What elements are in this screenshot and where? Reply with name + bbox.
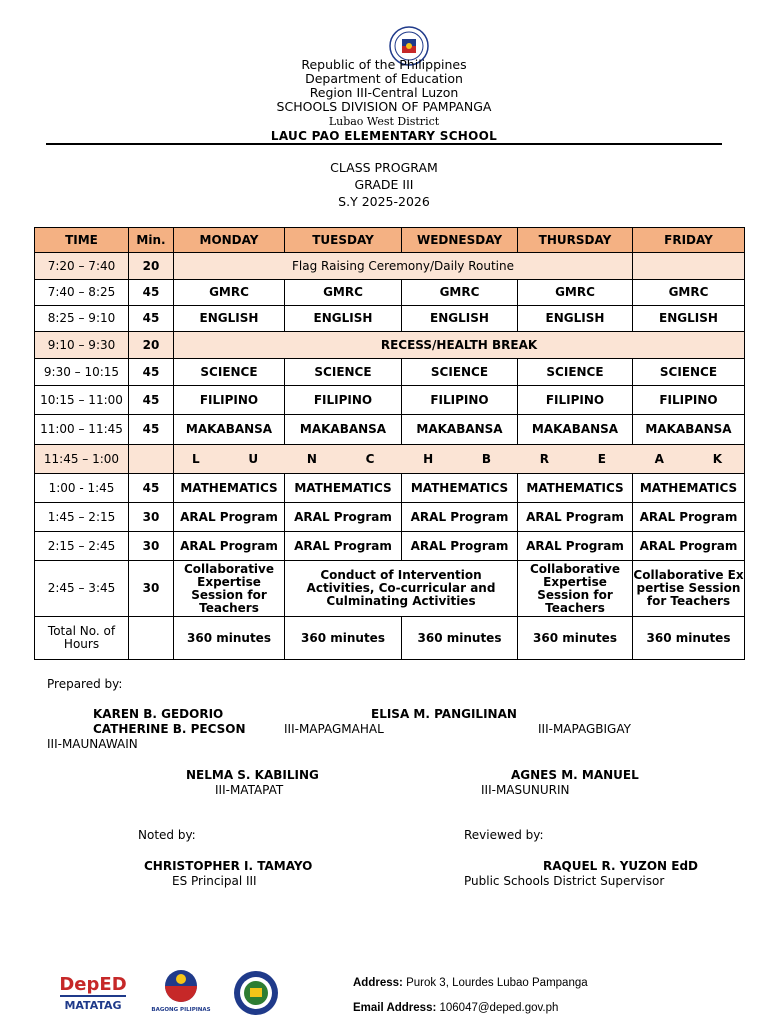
col-header-tuesday: TUESDAY	[285, 228, 402, 253]
subject-cell: FILIPINO	[518, 386, 633, 415]
section-label: III-MAPAGMAHAL	[284, 722, 384, 736]
minutes-cell: 30	[129, 561, 174, 617]
lunch-letter: K	[712, 451, 722, 466]
minutes-cell: 45	[129, 415, 174, 445]
section-label: III-MATAPAT	[215, 783, 284, 797]
minutes-cell	[129, 445, 174, 474]
minutes-cell: 30	[129, 532, 174, 561]
lunch-letter: A	[654, 451, 664, 466]
subject-cell: MATHEMATICS	[402, 474, 518, 503]
minutes-cell: 20	[129, 253, 174, 280]
time-cell: 10:15 – 11:00	[35, 386, 129, 415]
subject-cell: GMRC	[285, 280, 402, 306]
minutes-cell: 30	[129, 503, 174, 532]
logo-text: MATATAG	[64, 999, 122, 1012]
subject-cell: FILIPINO	[285, 386, 402, 415]
signatory-name: CATHERINE B. PECSON	[93, 722, 246, 736]
intervention-activities-cell: Conduct of Intervention Activities, Co-curricular and Culminating Activities	[285, 561, 518, 617]
col-header-min: Min.	[129, 228, 174, 253]
time-cell: 9:30 – 10:15	[35, 359, 129, 386]
header-divider	[46, 143, 722, 145]
email-line	[353, 1002, 558, 1014]
deped-matatag-logo-icon	[52, 968, 134, 1014]
subject-cell: MAKABANSA	[518, 415, 633, 445]
lunch-letter: B	[481, 451, 492, 466]
subject-cell: ARAL Program	[285, 532, 402, 561]
subject-cell: FILIPINO	[174, 386, 285, 415]
subject-cell: GMRC	[174, 280, 285, 306]
col-header-thursday: THURSDAY	[518, 228, 633, 253]
recess-cell: RECESS/HEALTH BREAK	[174, 332, 745, 359]
table-row	[35, 280, 745, 306]
subject-cell: SCIENCE	[633, 359, 745, 386]
time-cell: 8:25 – 9:10	[35, 306, 129, 332]
table-row	[35, 359, 745, 386]
table-row	[35, 445, 745, 474]
supervisor-name: RAQUEL R. YUZON EdD	[543, 859, 698, 873]
logo-text: DepED	[59, 974, 127, 995]
empty-cell	[633, 253, 745, 280]
minutes-cell: 45	[129, 474, 174, 503]
table-row	[35, 253, 745, 280]
total-minutes-cell: 360 minutes	[402, 617, 518, 660]
subject-cell: MATHEMATICS	[518, 474, 633, 503]
department-line: Department of Education	[305, 71, 463, 86]
time-cell: 2:15 – 2:45	[35, 532, 129, 561]
total-minutes-cell: 360 minutes	[285, 617, 402, 660]
subject-cell: ARAL Program	[174, 532, 285, 561]
time-cell: 9:10 – 9:30	[35, 332, 129, 359]
lunch-letter: E	[597, 451, 606, 466]
col-header-monday: MONDAY	[174, 228, 285, 253]
lunch-letter: N	[306, 451, 317, 466]
division-line: SCHOOLS DIVISION OF PAMPANGA	[276, 99, 492, 114]
subject-cell: ENGLISH	[285, 306, 402, 332]
subject-cell: SCIENCE	[518, 359, 633, 386]
section-label: III-MASUNURIN	[481, 783, 570, 797]
subject-cell: ARAL Program	[285, 503, 402, 532]
school-name: LAUC PAO ELEMENTARY SCHOOL	[270, 129, 498, 143]
bagong-pilipinas-logo-icon	[150, 966, 212, 1014]
reviewed-by-label: Reviewed by:	[464, 828, 544, 842]
subject-cell: ARAL Program	[518, 532, 633, 561]
signatory-name: ELISA M. PANGILINAN	[371, 707, 517, 721]
total-minutes-cell: 360 minutes	[633, 617, 745, 660]
address-line	[353, 977, 588, 989]
total-hours-label: Total No. of Hours	[35, 617, 129, 660]
table-row	[35, 332, 745, 359]
email-label: Email Address:	[353, 1002, 437, 1014]
subject-cell: ARAL Program	[402, 503, 518, 532]
subject-cell: FILIPINO	[402, 386, 518, 415]
subject-cell: ENGLISH	[174, 306, 285, 332]
collaborative-session-cell: Collaborative Expertise Session for Teachers	[633, 561, 745, 617]
subject-cell: ENGLISH	[518, 306, 633, 332]
table-row	[35, 561, 745, 617]
section-label: III-MAPAGBIGAY	[538, 722, 631, 736]
subject-cell: ENGLISH	[402, 306, 518, 332]
subject-cell: MATHEMATICS	[174, 474, 285, 503]
subject-cell: SCIENCE	[285, 359, 402, 386]
time-cell: 7:40 – 8:25	[35, 280, 129, 306]
collaborative-session-cell: Collaborative Expertise Session for Teachers	[174, 561, 285, 617]
table-row	[35, 474, 745, 503]
time-cell: 1:45 – 2:15	[35, 503, 129, 532]
flag-ceremony-cell: Flag Raising Ceremony/Daily Routine	[174, 253, 633, 280]
lunch-break-cell	[174, 445, 745, 474]
noted-by-label: Noted by:	[138, 828, 196, 842]
collaborative-session-cell: Collaborative Expertise Session for Teachers	[518, 561, 633, 617]
total-minutes-cell: 360 minutes	[174, 617, 285, 660]
address-label: Address:	[353, 977, 403, 989]
minutes-cell: 45	[129, 306, 174, 332]
minutes-cell	[129, 617, 174, 660]
time-cell: 7:20 – 7:40	[35, 253, 129, 280]
lunch-letter: H	[423, 451, 434, 466]
principal-title: ES Principal III	[172, 874, 257, 888]
lunch-letter: C	[365, 451, 375, 466]
signatory-name: AGNES M. MANUEL	[511, 768, 639, 782]
doc-title: CLASS PROGRAM	[330, 160, 438, 175]
region-line: Region III-Central Luzon	[309, 85, 459, 100]
minutes-cell: 20	[129, 332, 174, 359]
prepared-by-label: Prepared by:	[47, 677, 123, 691]
grade-line: GRADE III	[354, 177, 414, 192]
address-value: Purok 3, Lourdes Lubao Pampanga	[406, 977, 588, 989]
subject-cell: ENGLISH	[633, 306, 745, 332]
time-cell: 1:00 - 1:45	[35, 474, 129, 503]
subject-cell: GMRC	[633, 280, 745, 306]
supervisor-title: Public Schools District Supervisor	[464, 874, 665, 888]
minutes-cell: 45	[129, 386, 174, 415]
school-year-line: S.Y 2025-2026	[338, 194, 430, 209]
table-row	[35, 386, 745, 415]
col-header-friday: FRIDAY	[633, 228, 745, 253]
lunch-letter: U	[248, 451, 259, 466]
lunch-letter: L	[192, 451, 200, 466]
signatory-name: KAREN B. GEDORIO	[93, 707, 224, 721]
signatory-name: NELMA S. KABILING	[186, 768, 319, 782]
time-cell: 11:45 – 1:00	[35, 445, 129, 474]
class-program-table	[34, 227, 745, 660]
table-row	[35, 306, 745, 332]
subject-cell: ARAL Program	[633, 503, 745, 532]
minutes-cell: 45	[129, 280, 174, 306]
subject-cell: ARAL Program	[633, 532, 745, 561]
section-label: III-MAUNAWAIN	[47, 737, 138, 751]
subject-cell: GMRC	[518, 280, 633, 306]
table-row	[35, 617, 745, 660]
subject-cell: SCIENCE	[174, 359, 285, 386]
district-line: Lubao West District	[328, 115, 440, 128]
principal-name: CHRISTOPHER I. TAMAYO	[144, 859, 313, 873]
subject-cell: MAKABANSA	[174, 415, 285, 445]
subject-cell: MATHEMATICS	[633, 474, 745, 503]
email-value: 106047@deped.gov.ph	[439, 1002, 559, 1014]
subject-cell: ARAL Program	[174, 503, 285, 532]
table-row	[35, 532, 745, 561]
subject-cell: MAKABANSA	[633, 415, 745, 445]
table-header-row	[35, 228, 745, 253]
republic-line: Republic of the Philippines	[301, 57, 467, 72]
total-minutes-cell: 360 minutes	[518, 617, 633, 660]
col-header-wednesday: WEDNESDAY	[402, 228, 518, 253]
time-cell: 2:45 – 3:45	[35, 561, 129, 617]
lunch-letter: R	[539, 451, 550, 466]
minutes-cell: 45	[129, 359, 174, 386]
subject-cell: MATHEMATICS	[285, 474, 402, 503]
subject-cell: ARAL Program	[518, 503, 633, 532]
subject-cell: FILIPINO	[633, 386, 745, 415]
col-header-time: TIME	[35, 228, 129, 253]
subject-cell: MAKABANSA	[285, 415, 402, 445]
table-row	[35, 415, 745, 445]
table-row	[35, 503, 745, 532]
subject-cell: ARAL Program	[402, 532, 518, 561]
time-cell: 11:00 – 11:45	[35, 415, 129, 445]
subject-cell: SCIENCE	[402, 359, 518, 386]
logo-text: BAGONG PILIPINAS	[151, 1007, 211, 1013]
subject-cell: MAKABANSA	[402, 415, 518, 445]
subject-cell: GMRC	[402, 280, 518, 306]
school-seal-icon	[228, 970, 284, 1016]
